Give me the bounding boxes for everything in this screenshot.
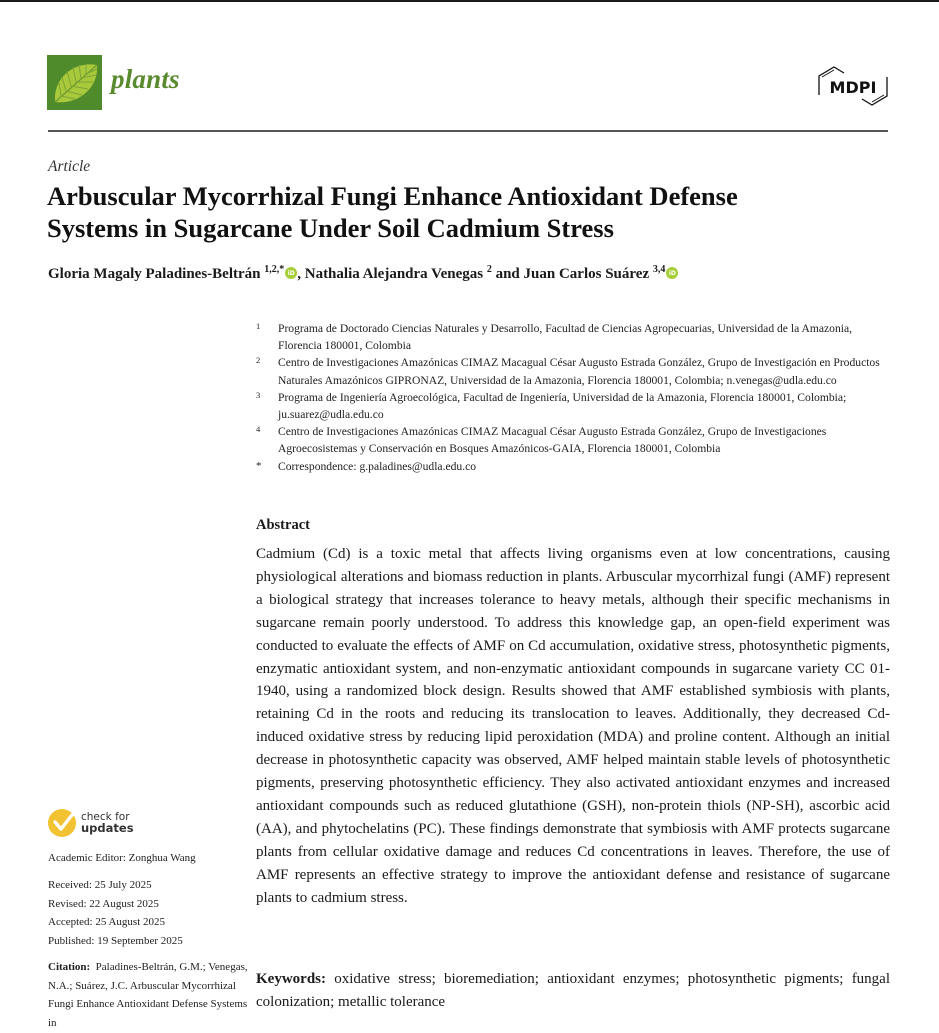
citation bbox=[48, 958, 248, 1033]
author-name[interactable]: Nathalia Alejandra Venegas bbox=[304, 266, 484, 282]
affiliation-mark: 4 bbox=[256, 424, 261, 435]
affiliation-item bbox=[256, 320, 896, 354]
date-received: Received: 25 July 2025 bbox=[48, 879, 152, 891]
title-line-2: Systems in Sugarcane Under Soil Cadmium Stress bbox=[47, 213, 614, 243]
author-affiliation-marks: 1,2,* bbox=[264, 264, 285, 275]
academic-editor: Academic Editor: Zonghua Wang bbox=[48, 852, 196, 864]
author-separator: , bbox=[297, 266, 305, 282]
check-updates-line-2: updates bbox=[81, 821, 134, 835]
author-affiliation-marks: 2 bbox=[486, 264, 492, 275]
affiliations-list bbox=[256, 320, 896, 475]
mdpi-logo-text: MDPI bbox=[829, 78, 877, 97]
affiliation-item bbox=[256, 423, 896, 457]
date-accepted: Accepted: 25 August 2025 bbox=[48, 916, 166, 929]
leaf-icon bbox=[47, 55, 102, 110]
check-updates-line-1: check for bbox=[81, 811, 130, 823]
citation-label: Citation: bbox=[48, 961, 91, 973]
top-edge-bar bbox=[0, 0, 939, 2]
date-published: Published: 19 September 2025 bbox=[48, 935, 183, 948]
article-type: Article bbox=[48, 158, 91, 175]
abstract-heading: Abstract bbox=[256, 517, 310, 533]
affiliation-text: Programa de Doctorado Ciencias Naturales y Desarrollo, Facultad de Ciencias Agropecuarias, Universidad de la Amazonia, Florencia 180001, Colombia bbox=[278, 322, 853, 353]
check-updates-label bbox=[81, 812, 134, 834]
abstract-text: Cadmium (Cd) is a toxic metal that affects living organisms even at low concentrations, causing physiological alterations and biomass reduction in plants. Arbuscular mycorrhizal fungi (AMF) represent a biological strategy that increases tolerance to heavy metals, although their specific mechanisms in sugarcane remain poorly understood. To address this knowledge gap, an open-field experiment was conducted to evaluate the effects of AMF on Cd accumulation, oxidative stress, photosynthetic pigments, enzymatic antioxidant system, and non-enzymatic antioxidant compounds in sugarcane variety CC 01-1940, using a randomized block design. Results showed that AMF established symbiosis with plants, retaining Cd in the roots and reducing its translocation to leaves. Additionally, they decreased Cd-induced oxidative stress by reducing lipid peroxidation (MDA) and proline content. Although an initial decrease in photosynthetic capacity was observed, AMF helped maintain stable levels of photosynthetic pigments, preserving photosynthetic efficiency. They also activated antioxidant enzymes and increased antioxidant compounds such as reduced glutathione (GSH), non-protein thiols (NP-SH), ascorbic acid (AA), and phytochelatins (PC). These findings demonstrate that symbiosis with AMF protects sugarcane plants from cellular oxidative damage and reduces Cd concentrations in leaves. Therefore, the use of AMF represents an effective strategy to improve the antioxidant defense and resistance of sugarcane plants to cadmium stress. bbox=[256, 546, 890, 906]
journal-name: plants bbox=[111, 64, 180, 94]
affiliation-item bbox=[256, 389, 896, 423]
author-list bbox=[48, 264, 908, 283]
author-name[interactable]: Gloria Magaly Paladines-Beltrán bbox=[48, 266, 261, 282]
author-name[interactable]: Juan Carlos Suárez bbox=[523, 266, 650, 282]
journal-leaf-logo-icon bbox=[47, 55, 102, 110]
author-affiliation-marks: 3,4 bbox=[652, 264, 666, 275]
keywords-label: Keywords: bbox=[256, 971, 326, 987]
keywords-text: oxidative stress; bioremediation; antioxidant enzymes; photosynthetic pigments; fungal colonization; metallic tolerance bbox=[256, 971, 891, 1010]
affiliation-mark: 1 bbox=[256, 321, 261, 331]
affiliation-item bbox=[256, 354, 896, 388]
orcid-icon[interactable] bbox=[666, 267, 678, 279]
correspondence-item bbox=[256, 458, 896, 475]
affiliation-mark: 3 bbox=[256, 389, 261, 400]
article-title bbox=[47, 180, 907, 244]
affiliation-text: Programa de Ingeniería Agroecológica, Facultad de Ingeniería, Universidad de la Amazonia, Florencia 180001, Colombia; ju.suarez@udla.edu.co bbox=[278, 390, 847, 422]
citation-text: Paladines-Beltrán, G.M.; Venegas, N.A.; Suárez, J.C. Arbuscular Mycorrhizal Fungi Enhance Antioxidant Defense Systems in bbox=[48, 961, 248, 1030]
affiliation-mark: 2 bbox=[256, 355, 261, 366]
affiliation-text: Centro de Investigaciones Amazónicas CIMAZ Macagual César Augusto Estrada González, Grupo de Investigaciones Agroecosistemas y Conservación en Bosques Amazónicos-GAIA, Florencia 180001, Colombia bbox=[278, 425, 827, 456]
title-line-1: Arbuscular Mycorrhizal Fungi Enhance Antioxidant Defense bbox=[47, 181, 738, 211]
affiliation-text: Centro de Investigaciones Amazónicas CIMAZ Macagual César Augusto Estrada González, Grupo de Investigación en Productos Naturales Amazónicos GIPRONAZ, Universidad de la Amazonia, Florencia 180001, Colombia; n.venegas@udla.edu.co bbox=[278, 356, 880, 387]
author-separator: and bbox=[491, 266, 524, 282]
checkmark-icon bbox=[48, 809, 76, 837]
mdpi-hexagon-logo-icon bbox=[817, 64, 889, 108]
header-divider bbox=[48, 130, 888, 132]
correspondence-text[interactable]: Correspondence: g.paladines@udla.edu.co bbox=[278, 459, 477, 473]
keywords bbox=[256, 968, 890, 1014]
date-revised: Revised: 22 August 2025 bbox=[48, 897, 159, 910]
orcid-icon[interactable] bbox=[285, 267, 297, 279]
check-for-updates-button[interactable] bbox=[48, 808, 134, 838]
correspondence-mark: * bbox=[256, 459, 262, 472]
check-updates-icon bbox=[48, 809, 76, 837]
publication-dates bbox=[48, 876, 248, 951]
mdpi-logo bbox=[817, 64, 889, 108]
